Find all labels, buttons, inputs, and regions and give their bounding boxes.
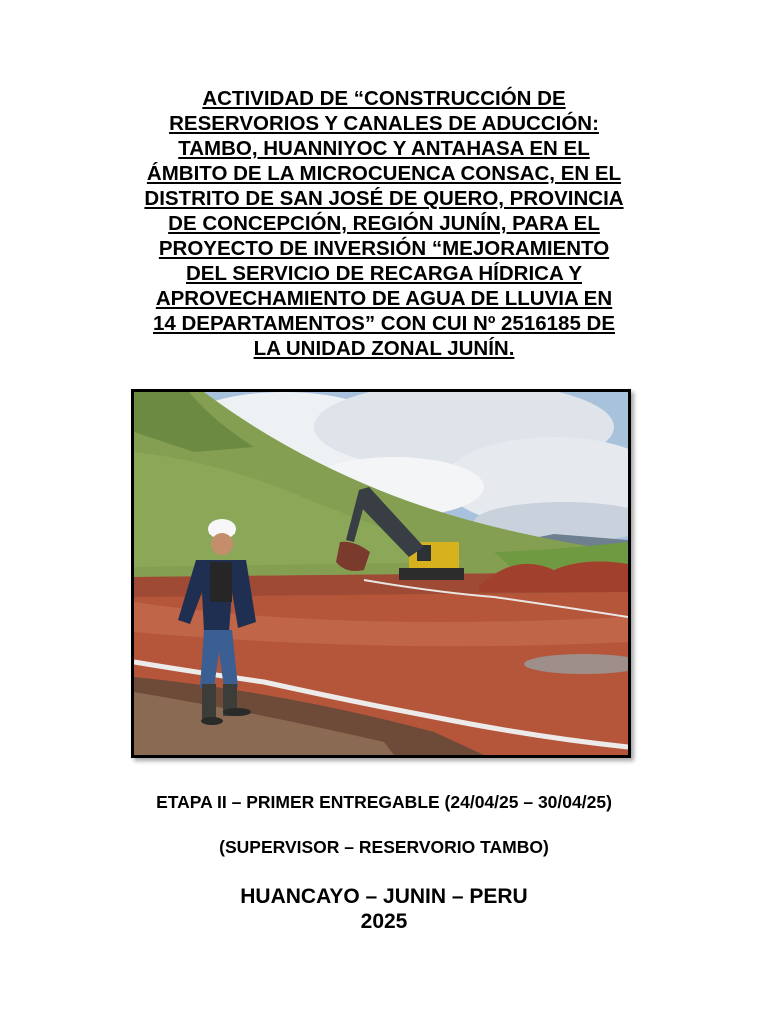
title-line: 14 DEPARTAMENTOS” CON CUI Nº 2516185 DE (152, 312, 616, 335)
title-line: RESERVORIOS Y CANALES DE ADUCCIÓN: (169, 112, 599, 135)
title-line: APROVECHAMIENTO DE AGUA DE LLUVIA EN (155, 287, 613, 310)
site-photo (131, 389, 631, 758)
title-line: PROYECTO DE INVERSIÓN “MEJORAMIENTO (158, 237, 610, 260)
title-line: TAMBO, HUANNIYOC Y ANTAHASA EN EL (178, 137, 590, 160)
year-text: 2025 (360, 910, 408, 933)
location-text: HUANCAYO – JUNIN – PERU (240, 885, 528, 908)
title-line: ACTIVIDAD DE “CONSTRUCCIÓN DE (202, 87, 566, 110)
title-line: DE CONCEPCIÓN, REGIÓN JUNÍN, PARA EL (168, 212, 600, 235)
site-photo-illustration (134, 392, 628, 755)
title-line: ÁMBITO DE LA MICROCUENCA CONSAC, EN EL (146, 162, 622, 185)
document-title (100, 86, 668, 361)
title-line: DISTRITO DE SAN JOSÉ DE QUERO, PROVINCIA (144, 187, 624, 210)
location-block (0, 884, 768, 934)
title-line: LA UNIDAD ZONAL JUNÍN. (253, 337, 515, 360)
title-line: DEL SERVICIO DE RECARGA HÍDRICA Y (185, 262, 583, 285)
stage-label: ETAPA II – PRIMER ENTREGABLE (24/04/25 – 30/04/25) (156, 792, 612, 812)
role-label: (SUPERVISOR – RESERVORIO TAMBO) (219, 837, 549, 857)
